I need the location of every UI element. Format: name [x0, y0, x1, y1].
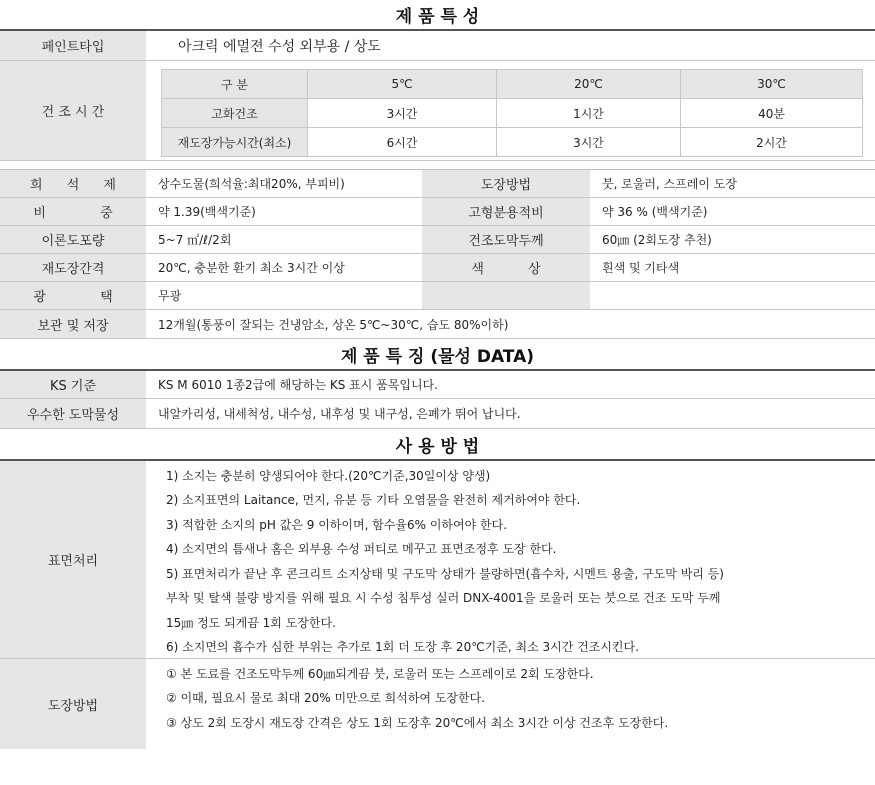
- drying-header-row: [162, 70, 863, 99]
- row-property: [0, 170, 875, 198]
- label-drying-time: 건 조 시 간: [0, 61, 146, 160]
- value-recoat-interval: 20℃, 충분한 환기 최소 3시간 이상: [158, 261, 345, 275]
- row-drying-time: [0, 61, 875, 161]
- drying-cell: 3시간: [497, 128, 681, 157]
- instruction-line: 5) 표면처리가 끝난 후 콘크리트 소지상태 및 구도막 상태가 불량하면(흡수차, 시멘트 용출, 구도막 박리 등): [166, 566, 724, 581]
- value-application-method: 붓, 로울러, 스프레이 도장: [602, 177, 737, 191]
- label-application-method: 도장방법: [422, 170, 590, 197]
- value-solids-volume: 약 36 % (백색기준): [602, 205, 708, 219]
- row-ks-standard: [0, 371, 875, 399]
- row-storage: [0, 310, 875, 339]
- label-empty: [422, 282, 590, 309]
- instruction-line: ③ 상도 2회 도장시 재도장 간격은 상도 1회 도장후 20℃에서 최소 3시간 이상 건조후 도장한다.: [166, 715, 669, 730]
- row-property: [0, 198, 875, 226]
- application-instructions: [146, 659, 875, 749]
- value-specific-gravity: 약 1.39(백색기준): [158, 205, 256, 219]
- value-gloss: 무광: [158, 289, 182, 303]
- label-thinner: 희 석 제: [0, 170, 146, 197]
- row-property: [0, 282, 875, 310]
- label-dry-film-thickness: 건조도막두께: [422, 226, 590, 253]
- row-film-properties: [0, 399, 875, 429]
- drying-table-wrap: [146, 61, 875, 160]
- drying-table: [161, 69, 863, 157]
- label-specific-gravity: 비 중: [0, 198, 146, 225]
- section-title-usage: 사 용 방 법: [395, 436, 480, 457]
- value-theoretical-coverage: 5~7 ㎡/ℓ/2회: [158, 233, 232, 247]
- label-paint-type: 페인트타입: [0, 31, 146, 60]
- drying-row: [162, 128, 863, 157]
- label-film-properties: 우수한 도막물성: [0, 399, 146, 428]
- instruction-line: 4) 소지면의 틈새나 홈은 외부용 수성 퍼티로 메꾸고 표면조정후 도장 한다.: [166, 542, 557, 557]
- surface-instructions: [146, 461, 875, 658]
- value-storage: 12개월(통풍이 잘되는 건냉암소, 상온 5℃~30℃, 습도 80%이하): [158, 317, 509, 332]
- label-ks-standard: KS 기준: [0, 371, 146, 398]
- drying-cell: 3시간: [308, 99, 497, 128]
- value-ks-standard: KS M 6010 1종2급에 해당하는 KS 표시 품목입니다.: [158, 378, 438, 392]
- label-solids-volume: 고형분용적비: [422, 198, 590, 225]
- instruction-line: 3) 적합한 소지의 pH 값은 9 이하이며, 함수율6% 이하여야 한다.: [166, 517, 508, 532]
- value-empty: [590, 282, 875, 309]
- row-application-method: [0, 659, 875, 749]
- drying-row-label: 고화건조: [162, 99, 308, 128]
- label-surface-preparation: 표면처리: [0, 461, 146, 658]
- drying-cell: 1시간: [497, 99, 681, 128]
- drying-row-label: 재도장가능시간(최소): [162, 128, 308, 157]
- row-property: [0, 226, 875, 254]
- row-property: [0, 254, 875, 282]
- instruction-line: 부착 및 탈색 불량 방지를 위해 필요 시 수성 침투성 실러 DNX-4001을 로울러 또는 붓으로 건조 도막 두께: [166, 591, 721, 606]
- value-film-properties: 내알카리성, 내세척성, 내수성, 내후성 및 내구성, 은폐가 뛰어 납니다.: [158, 407, 521, 421]
- value-thinner: 상수도물(희석율:최대20%, 부피비): [158, 177, 345, 191]
- label-application-method-usage: 도장방법: [0, 659, 146, 749]
- value-color: 흰색 및 기타색: [602, 261, 680, 275]
- label-recoat-interval: 재도장간격: [0, 254, 146, 281]
- label-gloss: 광 택: [0, 282, 146, 309]
- instruction-line: 1) 소지는 충분히 양생되어야 한다.(20℃기준,30일이상 양생): [166, 468, 491, 483]
- section-title-features: 제 품 특 징 (물성 DATA): [340, 346, 535, 367]
- label-storage: 보관 및 저장: [0, 310, 146, 338]
- label-color: 색 상: [422, 254, 590, 281]
- drying-header-cell: 20℃: [497, 70, 681, 99]
- row-surface-preparation: [0, 461, 875, 659]
- instruction-line: 15㎛ 정도 되게끔 1회 도장한다.: [166, 615, 336, 630]
- instruction-line: ② 이때, 필요시 물로 최대 20% 미만으로 희석하여 도장한다.: [166, 691, 486, 706]
- instruction-line: 6) 소지면의 흡수가 심한 부위는 추가로 1회 더 도장 후 20℃기준, 최소 3시간 건조시킨다.: [166, 640, 639, 655]
- drying-row: [162, 99, 863, 128]
- drying-cell: 6시간: [308, 128, 497, 157]
- instruction-line: 2) 소지표면의 Laitance, 먼지, 유분 등 기타 오염물을 완전히 제거하여야 한다.: [166, 493, 581, 508]
- instruction-line: ① 본 도료를 건조도막두께 60㎛되게끔 붓, 로울러 또는 스프레이로 2회 도장한다.: [166, 666, 594, 681]
- value-dry-film-thickness: 60㎛ (2회도장 추천): [602, 233, 712, 247]
- drying-cell: 40분: [681, 99, 863, 128]
- row-paint-type: [0, 31, 875, 61]
- label-theoretical-coverage: 이론도포량: [0, 226, 146, 253]
- spacer: [0, 161, 875, 169]
- drying-header-cell: 5℃: [308, 70, 497, 99]
- section-title-characteristics: 제 품 특 성: [395, 7, 480, 27]
- drying-header-cell: 30℃: [681, 70, 863, 99]
- value-paint-type: 아크릭 에멀젼 수성 외부용 / 상도: [178, 38, 381, 55]
- drying-header-cell: 구 분: [162, 70, 308, 99]
- drying-cell: 2시간: [681, 128, 863, 157]
